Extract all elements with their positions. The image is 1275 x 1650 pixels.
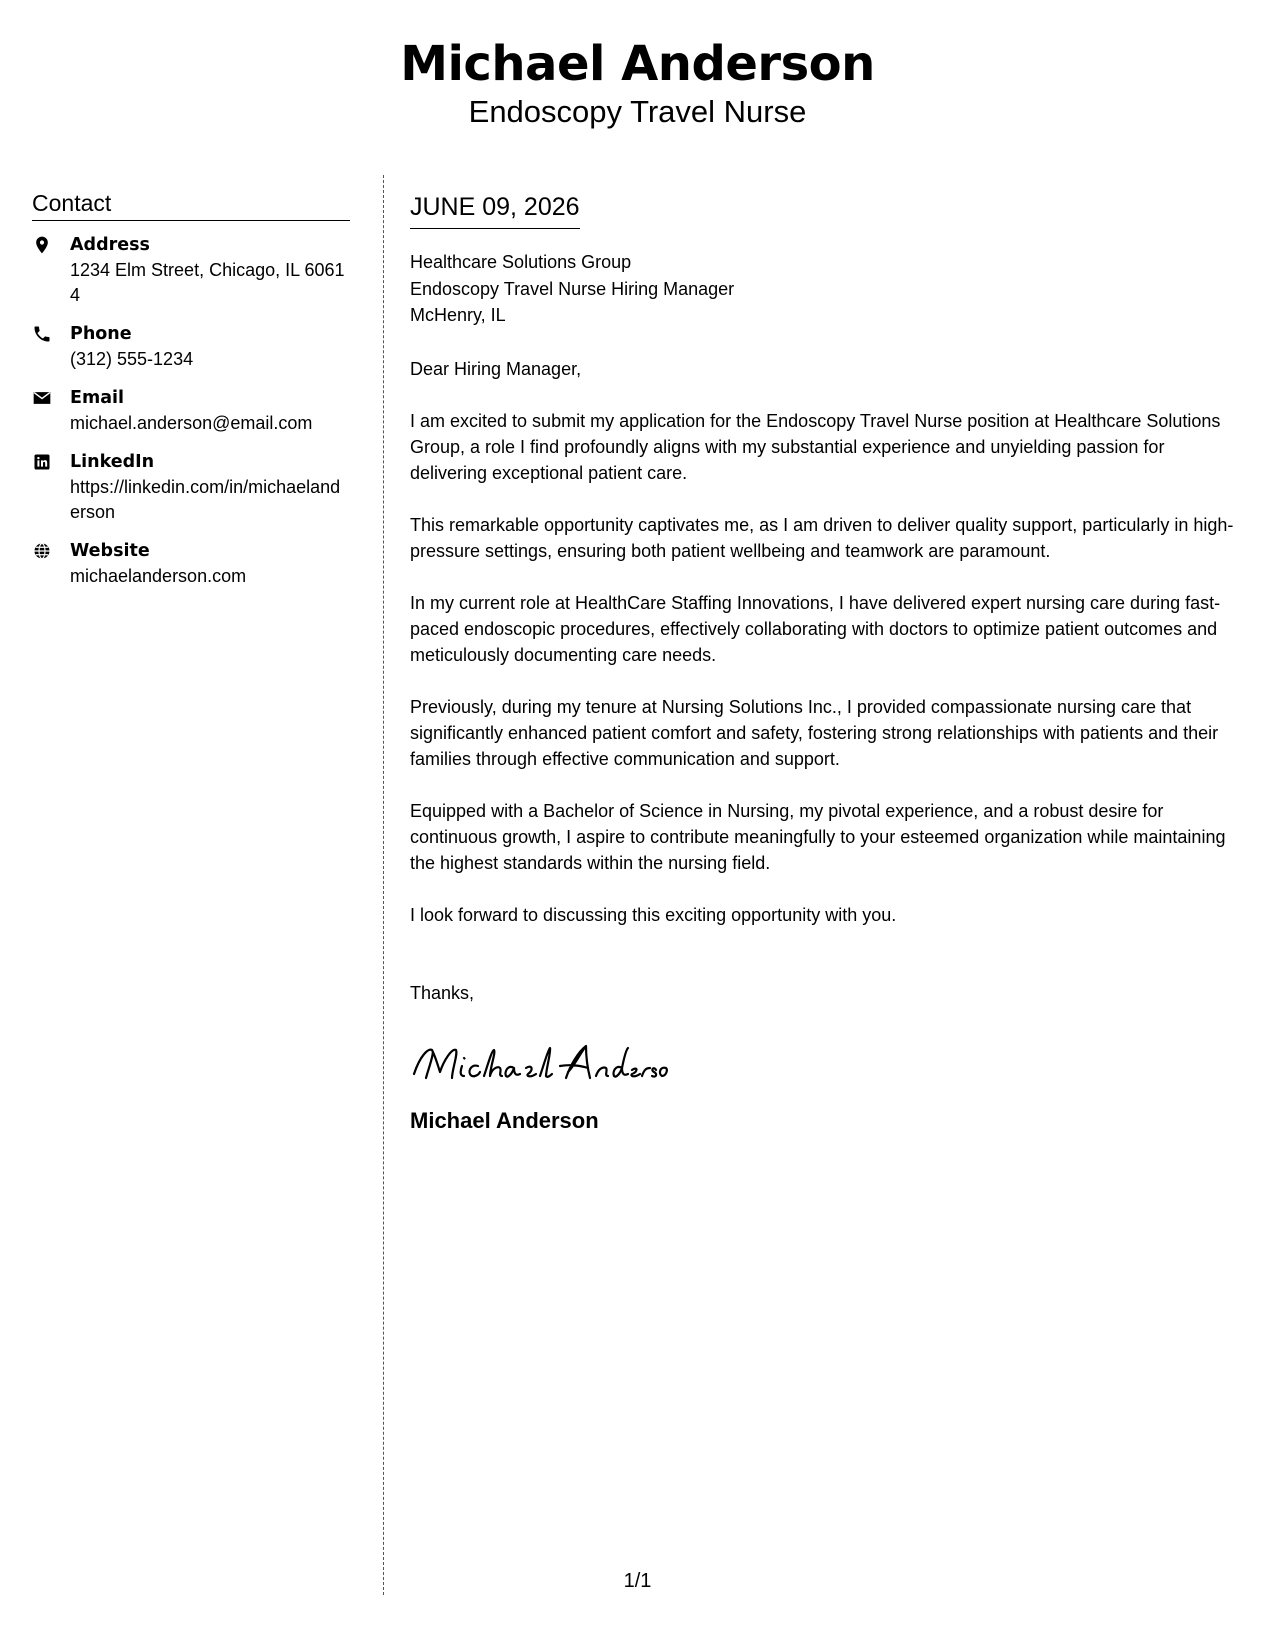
contact-item-website xyxy=(32,539,350,589)
applicant-title: Endoscopy Travel Nurse xyxy=(468,94,807,129)
contact-label-address: Address xyxy=(70,235,150,255)
recipient-block xyxy=(410,249,1235,329)
map-pin-icon xyxy=(32,233,70,255)
phone-icon xyxy=(32,322,70,344)
letter-header xyxy=(0,32,1275,131)
envelope-icon xyxy=(32,386,70,408)
letter-paragraph: In my current role at HealthCare Staffing Innovations, I have delivered expert nursing care during fast-paced endoscopic procedures, effectively collaborating with doctors to optimize patient outcomes and meticulously documenting care needs. xyxy=(410,592,1221,665)
contact-label-website: Website xyxy=(70,541,150,561)
contact-label-email: Email xyxy=(70,388,124,408)
letter-paragraph: This remarkable opportunity captivates me, as I am driven to deliver quality support, particularly in high-pressure settings, ensuring both patient wellbeing and teamwork are paramount. xyxy=(410,514,1234,561)
contact-label-linkedin: LinkedIn xyxy=(70,452,155,472)
contact-value-address: 1234 Elm Street, Chicago, IL 60614 xyxy=(70,260,345,305)
signer-name: Michael Anderson xyxy=(410,1107,599,1133)
contact-value-website: michaelanderson.com xyxy=(70,566,247,586)
contact-item-address xyxy=(32,233,350,308)
applicant-name: Michael Anderson xyxy=(400,36,875,92)
letter-paragraph: Previously, during my tenure at Nursing Solutions Inc., I provided compassionate nursing care that significantly enhanced patient comfort and safety, fostering strong relationships with patients and their families through effective communication and support. xyxy=(410,696,1219,769)
contact-sidebar xyxy=(32,188,350,603)
contact-heading: Contact xyxy=(32,188,350,221)
letter-body xyxy=(410,190,1235,1136)
contact-item-email xyxy=(32,386,350,436)
letter-paragraph: I look forward to discussing this exciting opportunity with you. xyxy=(410,904,897,925)
recipient-company: Healthcare Solutions Group xyxy=(410,252,632,272)
letter-paragraph: Equipped with a Bachelor of Science in Nursing, my pivotal experience, and a robust desire for continuous growth, I aspire to contribute meaningfully to your esteemed organization while maintaining the highest standards within the nursing field. xyxy=(410,800,1226,873)
contact-item-phone xyxy=(32,322,350,372)
contact-value-email: michael.anderson@email.com xyxy=(70,413,313,433)
handwritten-signature xyxy=(410,1036,1235,1092)
closing: Thanks, xyxy=(410,982,475,1003)
contact-item-linkedin xyxy=(32,450,350,525)
recipient-location: McHenry, IL xyxy=(410,305,506,325)
contact-list xyxy=(32,233,350,589)
contact-value-phone: (312) 555-1234 xyxy=(70,349,194,369)
salutation: Dear Hiring Manager, xyxy=(410,358,582,379)
contact-value-linkedin: https://linkedin.com/in/michaelanderson xyxy=(70,477,341,522)
letter-date: JUNE 09, 2026 xyxy=(410,190,580,229)
page-number: 1/1 xyxy=(623,1570,652,1592)
letter-paragraph: I am excited to submit my application for the Endoscopy Travel Nurse position at Healthcare Solutions Group, a role I find profoundly aligns with my substantial experience and unyielding passion for delivering exceptional patient care. xyxy=(410,410,1221,483)
recipient-role: Endoscopy Travel Nurse Hiring Manager xyxy=(410,278,735,299)
globe-icon xyxy=(32,539,70,561)
contact-label-phone: Phone xyxy=(70,324,132,344)
linkedin-icon xyxy=(32,450,70,472)
column-divider xyxy=(383,175,384,1595)
